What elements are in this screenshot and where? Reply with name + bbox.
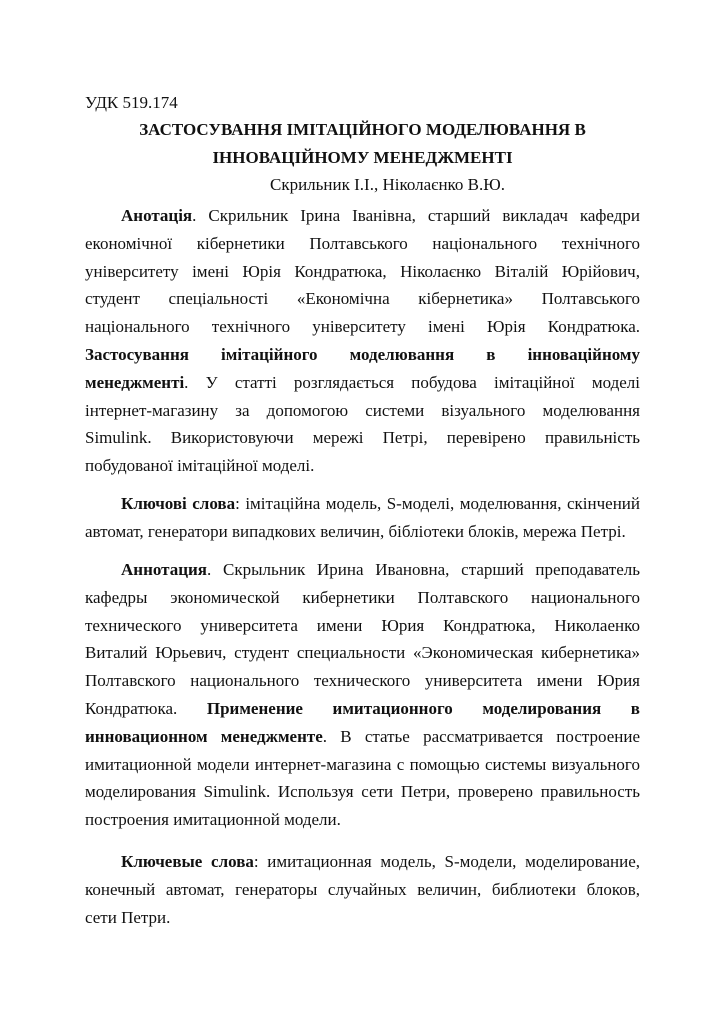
text-line <box>85 556 640 584</box>
text: Виталий Юрьевич, студент специальности «Экономическая кибернетика» <box>85 643 640 663</box>
text: имитационной модели интернет-магазина с помощью системы визуального <box>85 754 640 774</box>
title-line-2: ІННОВАЦІЙНОМУ МЕНЕДЖМЕНТІ <box>212 147 513 167</box>
bold-text: инновационном менеджменте <box>85 726 323 746</box>
text: студент спеціальності «Економічна кібернетика» Полтавського <box>85 289 640 309</box>
text: кафедры экономической кибернетики Полтавского национального <box>85 587 640 607</box>
text: : імітаційна модель, S-моделі, моделювання, скінчений <box>235 494 640 513</box>
article-title <box>85 116 640 172</box>
text-line <box>85 341 640 369</box>
text: технического университета имени Юрия Кондратюка, Николаенко <box>85 615 640 635</box>
text-line <box>85 723 640 751</box>
text: Кондратюка. <box>85 698 207 718</box>
text-line <box>85 490 640 518</box>
text: . Скрильник Ірина Іванівна, старший викладач кафедри <box>192 206 640 225</box>
text: . В статье рассматривается построение <box>322 726 640 746</box>
text: інтернет-магазину за допомогою системи візуального моделювання <box>85 400 640 420</box>
text-line <box>85 695 640 723</box>
bold-text: Аннотация <box>121 560 207 579</box>
text-line <box>85 639 640 667</box>
text-line <box>85 848 640 876</box>
bold-text: Применение имитационного моделирования в <box>206 698 640 718</box>
text-line <box>85 258 640 286</box>
text: Simulink. Використовуючи мережі Петрі, перевірено правильність <box>85 428 640 448</box>
text-line <box>85 904 640 932</box>
text-line <box>85 751 640 779</box>
text: побудованої імітаційної моделі. <box>85 456 315 476</box>
text-line <box>85 778 640 806</box>
text: . Скрыльник Ирина Ивановна, старший преподаватель <box>207 560 640 579</box>
keywords-ru <box>85 848 640 931</box>
bold-text: Анотація <box>121 206 193 225</box>
text-line <box>85 285 640 313</box>
annotation-ua <box>85 202 640 480</box>
text-line <box>85 612 640 640</box>
text-line <box>85 518 640 546</box>
text-line <box>85 584 640 612</box>
text: Полтавского национального технического университета имени Юрия <box>85 671 640 691</box>
bold-text: менеджменті <box>85 372 185 392</box>
text-line <box>85 806 640 834</box>
text: конечный автомат, генераторы случайных величин, библиотеки блоков, <box>85 879 640 899</box>
text: моделирования Simulink. Используя сети Петри, проверено правильность <box>85 782 640 802</box>
bold-text: Ключові слова <box>121 494 236 513</box>
text-line <box>85 667 640 695</box>
udk-text: УДК 519.174 <box>85 93 178 112</box>
text-line <box>85 313 640 341</box>
bold-text: Ключевые слова <box>121 852 254 871</box>
text-line <box>85 424 640 452</box>
annotation-ru <box>85 556 640 834</box>
keywords-ua <box>85 490 640 546</box>
text: національного технічного університету імені Юрія Кондратюка. <box>85 317 640 337</box>
title-line-1: ЗАСТОСУВАННЯ ІМІТАЦІЙНОГО МОДЕЛЮВАННЯ В <box>139 120 586 139</box>
text: автомат, генератори випадкових величин, бібліотеки блоків, мережа Петрі. <box>85 521 626 541</box>
text: . У статті розглядається побудова імітаційної моделі <box>184 372 640 392</box>
text: сети Петри. <box>85 907 171 927</box>
text-line <box>85 397 640 425</box>
authors <box>110 171 665 199</box>
text-line <box>85 202 640 230</box>
text: построения имитационной модели. <box>85 810 341 830</box>
text: економічної кібернетики Полтавського національного технічного <box>85 233 640 253</box>
text: університету імені Юрія Кондратюка, Ніколаєнко Віталій Юрійович, <box>85 261 640 281</box>
text: : имитационная модель, S-модели, моделирование, <box>253 852 640 871</box>
udk-code <box>85 89 640 117</box>
text-line <box>85 876 640 904</box>
bold-text: Застосування імітаційного моделювання в інноваційному <box>85 344 640 364</box>
authors-text: Скрильник І.І., Ніколаєнко В.Ю. <box>269 175 505 194</box>
text-line <box>85 369 640 397</box>
text-line <box>85 452 640 480</box>
text-line <box>85 230 640 258</box>
